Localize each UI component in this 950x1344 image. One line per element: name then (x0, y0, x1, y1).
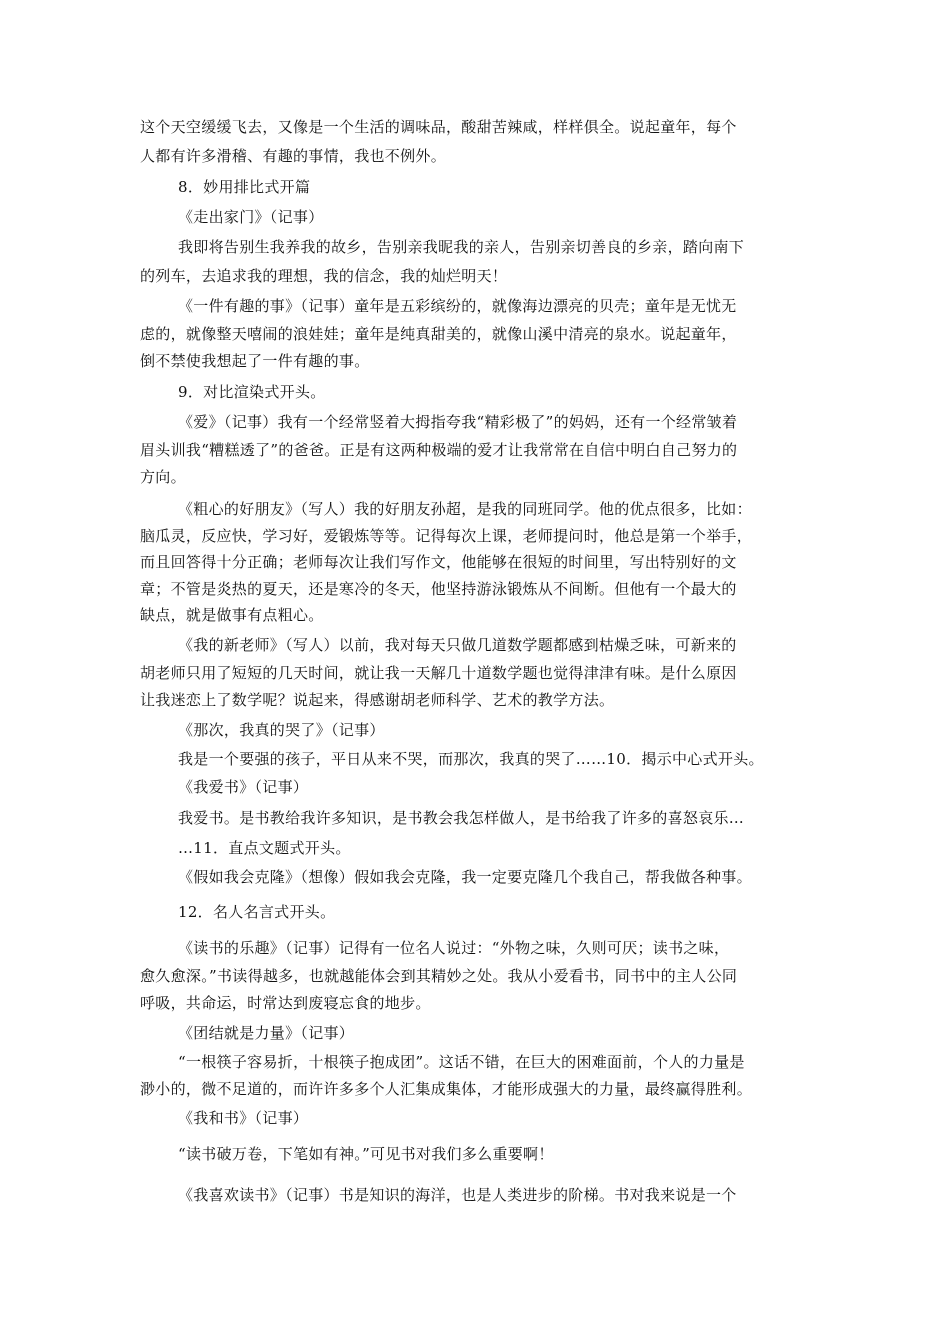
body-text-line: 方向。 (140, 468, 186, 486)
body-text-line: 《一件有趣的事》（记事）童年是五彩缤纷的，就像海边漂亮的贝壳；童年是无忧无 (178, 297, 737, 315)
section-heading: …11．直点文题式开头。 (178, 839, 351, 857)
essay-title: 《那次，我真的哭了》（记事） (178, 721, 385, 739)
body-text-line: 《我的新老师》（写人）以前，我对每天只做几道数学题都感到枯燥乏味，可新来的 (178, 636, 737, 654)
body-text-line: 《读书的乐趣》（记事）记得有一位名人说过：“外物之味，久则可厌；读书之味， (178, 939, 730, 957)
body-text-line: 胡老师只用了短短的几天时间，就让我一天解几十道数学题也觉得津津有味。是什么原因 (140, 664, 737, 682)
body-text-line: “读书破万卷，下笔如有神。”可见书对我们多么重要啊！ (178, 1145, 554, 1163)
body-text-line: 虑的，就像整天嘻闹的浪娃娃；童年是纯真甜美的，就像山溪中清亮的泉水。说起童年， (140, 325, 737, 343)
body-text-line: 脑瓜灵，反应快，学习好，爱锻炼等等。记得每次上课，老师提问时，他总是第一个举手， (140, 527, 753, 545)
body-text-line: 倒不禁使我想起了一件有趣的事。 (140, 352, 370, 370)
body-text-line: 愈久愈深。”书读得越多，也就越能体会到其精妙之处。我从小爱看书，同书中的主人公同 (140, 967, 738, 985)
body-text-line: 《假如我会克隆》（想像）假如我会克隆，我一定要克隆几个我自己，帮我做各种事。 (178, 868, 752, 886)
section-heading: 8．妙用排比式开篇 (178, 178, 311, 196)
body-text-line: 呼吸，共命运，时常达到废寝忘食的地步。 (140, 994, 431, 1012)
section-heading: 12．名人名言式开头。 (178, 903, 336, 921)
body-text-line: “一根筷子容易折，十根筷子抱成团”。这话不错，在巨大的困难面前，个人的力量是 (178, 1053, 745, 1071)
body-text-line: 《粗心的好朋友》（写人）我的好朋友孙超，是我的同班同学。他的优点很多，比如： (178, 500, 752, 518)
body-text-line: 让我迷恋上了数学呢？说起来，得感谢胡老师科学、艺术的教学方法。 (140, 691, 615, 709)
body-text-line: 缺点，就是做事有点粗心。 (140, 606, 324, 624)
body-text-line: 章；不管是炎热的夏天，还是寒冷的冬天，他坚持游泳锻炼从不间断。但他有一个最大的 (140, 580, 737, 598)
body-text-line: 渺小的，微不足道的，而许许多多个人汇集成集体，才能形成强大的力量，最终赢得胜利。 (140, 1080, 753, 1098)
body-text-line: 《爱》（记事）我有一个经常竖着大拇指夸我“精彩极了”的妈妈，还有一个经常皱着 (178, 413, 738, 431)
essay-title: 《我爱书》（记事） (178, 778, 309, 796)
body-text-line: 我是一个要强的孩子，平日从来不哭，而那次，我真的哭了……10．揭示中心式开头。 (178, 750, 764, 768)
body-text-line: 人都有许多滑稽、有趣的事情，我也不例外。 (140, 147, 447, 165)
body-text-line: 这个天空缓缓飞去，又像是一个生活的调味品，酸甜苦辣咸，样样俱全。说起童年，每个 (140, 118, 737, 136)
body-text-line: 而且回答得十分正确；老师每次让我们写作文，他能够在很短的时间里，写出特别好的文 (140, 553, 737, 571)
body-text-line: 眉头训我“糟糕透了”的爸爸。正是有这两种极端的爱才让我常常在自信中明白自己努力的 (140, 441, 738, 459)
body-text-line: 的列车，去追求我的理想，我的信念，我的灿烂明天！ (140, 267, 508, 285)
essay-title: 《团结就是力量》（记事） (178, 1024, 355, 1042)
body-text-line: 《我喜欢读书》（记事）书是知识的海洋，也是人类进步的阶梯。书对我来说是一个 (178, 1186, 737, 1204)
body-text-line: 我爱书。是书教给我许多知识，是书教会我怎样做人，是书给我了许多的喜怒哀乐… (178, 809, 745, 827)
body-text-line: 我即将告别生我养我的故乡，告别亲我昵我的亲人，告别亲切善良的乡亲，踏向南下 (178, 238, 745, 256)
essay-title: 《我和书》（记事） (178, 1109, 309, 1127)
essay-title: 《走出家门》（记事） (178, 208, 324, 226)
section-heading: 9．对比渲染式开头。 (178, 383, 326, 401)
